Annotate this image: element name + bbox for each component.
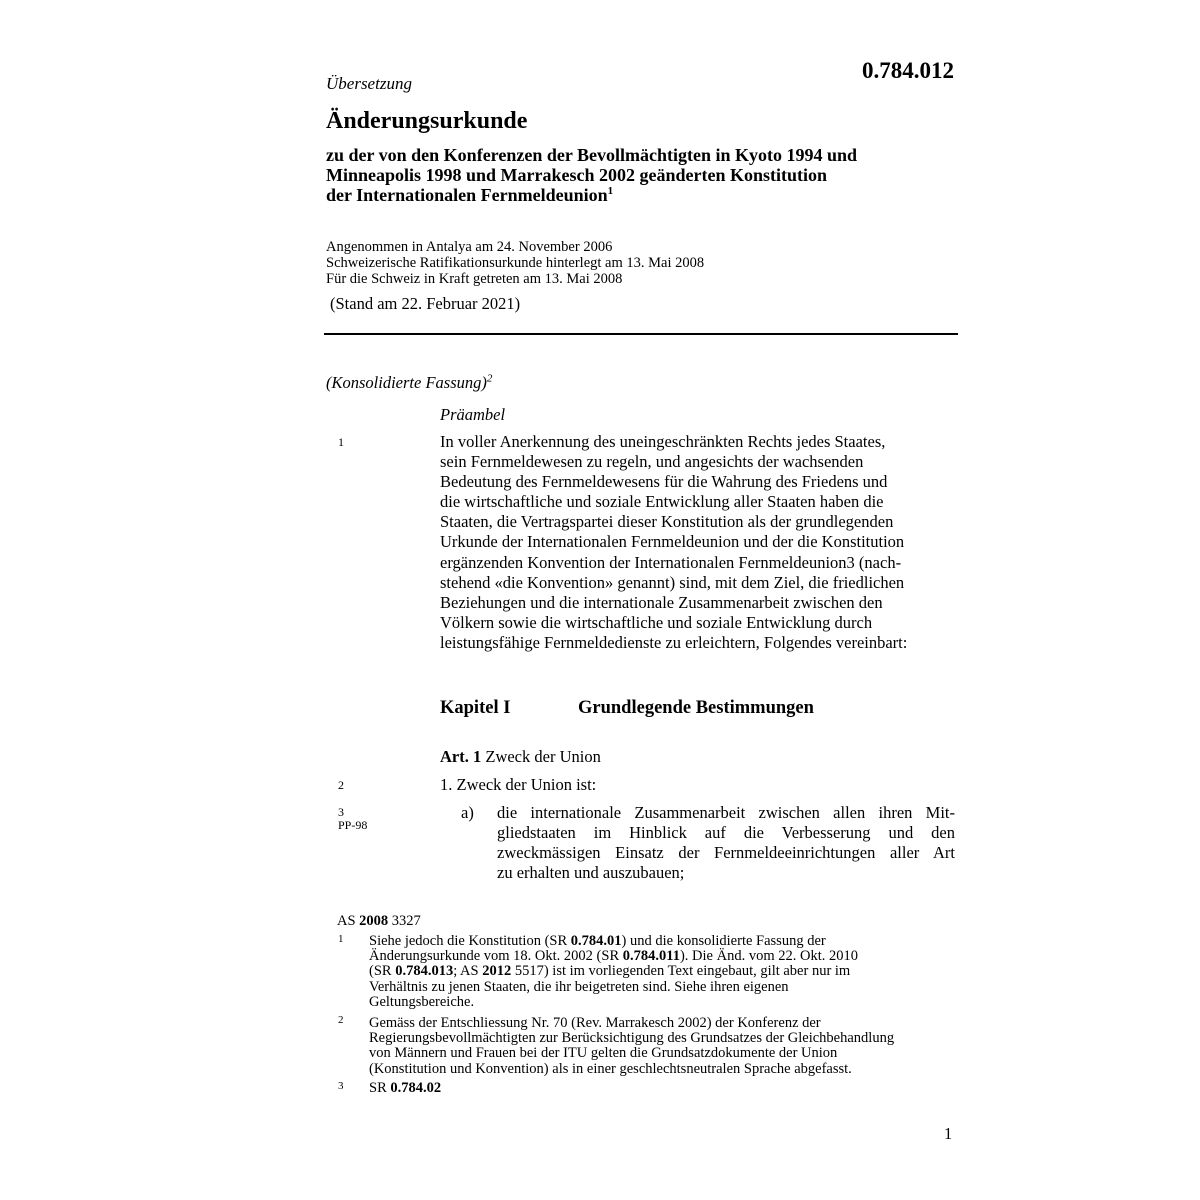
- footnote-2: Gemäss der Entschliessung Nr. 70 (Rev. Marrakesch 2002) der Konferenz der Regierungsbevollmächtigten zur Berücksichtigung des Grundsatzes der Gleichbehandlung von Männern und Frauen bei der ITU gelten die Grundsatzdokumente der Union (Konstitution und Konvention) als in einer geschlechtsneutralen Sprache abgefasst.: [369, 1015, 895, 1077]
- page-number: 1: [944, 1124, 953, 1143]
- item-line: die internationale Zusammenarbeit zwischen allen ihren Mit-: [497, 803, 955, 822]
- translation-label: Übersetzung: [326, 74, 412, 93]
- article-label: Art. 1: [440, 747, 482, 766]
- footnote-number: 3: [338, 1080, 344, 1092]
- sr-link[interactable]: 0.784.02: [390, 1080, 442, 1096]
- consolidated-label: (Konsolidierte Fassung)$^2$: [326, 372, 493, 392]
- margin-tag: PP-98: [338, 818, 368, 832]
- footnote-ref-2[interactable]: 2: [486, 372, 493, 385]
- sr-number: 0.784.012: [862, 58, 954, 83]
- footnote-number: 2: [338, 1014, 344, 1026]
- preamble-line: sein Fernmeldewesen zu regeln, und angesichts der wachsenden: [440, 452, 864, 472]
- preamble-line: Staaten, die Vertragspartei dieser Konstitution als der grundlegenden: [440, 512, 894, 532]
- document-subtitle: [326, 145, 946, 205]
- item-a-text: [497, 803, 955, 883]
- footnote-ref-1[interactable]: 1: [607, 185, 614, 197]
- preamble-line: leistungsfähige Fernmeldedienste zu erleichtern, Folgendes vereinbart:: [440, 632, 908, 652]
- paragraph-1: 1. Zweck der Union ist:: [440, 775, 597, 794]
- subtitle-line: zu der von den Konferenzen der Bevollmächtigten in Kyoto 1994 und: [326, 145, 858, 165]
- chapter-title: Grundlegende Bestimmungen: [578, 698, 814, 718]
- chapter-label: Kapitel I: [440, 698, 511, 718]
- item-line: zu erhalten und auszubauen;: [497, 863, 685, 883]
- preamble-line: stehend «die Konvention» genannt) sind, mit dem Ziel, die friedlichen: [440, 572, 905, 592]
- sr-link[interactable]: 0.784.011: [622, 948, 680, 965]
- sr-link[interactable]: 0.784.013: [395, 963, 454, 980]
- preamble-line: die wirtschaftliche und soziale Entwicklung aller Staaten haben die: [440, 492, 884, 512]
- preamble-line: Beziehungen und die internationale Zusammenarbeit zwischen den: [440, 592, 883, 612]
- document-title: Änderungsurkunde: [326, 108, 528, 134]
- preamble-line: Urkunde der Internationalen Fernmeldeunion und der die Konstitution: [440, 532, 905, 552]
- footnote-1: Siehe jedoch die Konstitution (SR 0.784.01) und die konsolidierte Fassung der Änderungsurkunde vom 18. Okt. 2002 (SR 0.784.011). Die Änd. vom 22. Okt. 2010 (SR 0.784.013; AS 2012 5517) ist im vorliegenden Text eingebaut, gilt aber nur im Verhältnis zu jenen Staaten, die ihr beigetreten sind. Siehe ihren eigenen Geltungsbereiche.: [369, 933, 858, 1010]
- article-title: Zweck der Union: [485, 747, 601, 766]
- subtitle-line: der Internationalen Fernmeldeunion$^1$: [326, 185, 614, 205]
- margin-number: 1: [338, 435, 344, 449]
- item-letter: a): [461, 803, 474, 822]
- preamble-line: Völkern sowie die wirtschaftliche und soziale Entwicklung durch: [440, 612, 873, 632]
- preamble-heading: Präambel: [440, 405, 506, 424]
- adoption-info: [326, 239, 704, 287]
- item-line: gliedstaaten im Hinblick auf die Verbesserung und den: [497, 823, 955, 843]
- footnote-3: SR 0.784.02: [369, 1080, 442, 1096]
- margin-number: 3 PP-98: [338, 805, 368, 832]
- margin-number: 2: [338, 778, 344, 792]
- footnote-number: 1: [338, 933, 344, 945]
- status-date: (Stand am 22. Februar 2021): [330, 294, 521, 313]
- preamble-text: [440, 432, 960, 653]
- article-heading: [440, 747, 601, 767]
- adoption-line: Für die Schweiz in Kraft getreten am 13. Mai 2008: [326, 271, 623, 287]
- adoption-line: Angenommen in Antalya am 24. November 2006: [326, 239, 613, 255]
- header-divider: [324, 333, 958, 335]
- item-line: zweckmässigen Einsatz der Fernmeldeeinrichtungen aller Art: [497, 843, 955, 863]
- preamble-line: ergänzenden Konvention der Internationalen Fernmeldeunion3 (nach-: [440, 552, 902, 572]
- sr-link[interactable]: 0.784.01: [570, 933, 622, 949]
- subtitle-line: Minneapolis 1998 und Marrakesch 2002 geänderten Konstitution: [326, 165, 828, 185]
- as-reference: AS 2008 3327: [337, 913, 421, 929]
- preamble-line: In voller Anerkennung des uneingeschränkten Rechts jedes Staates,: [440, 432, 886, 451]
- adoption-line: Schweizerische Ratifikationsurkunde hinterlegt am 13. Mai 2008: [326, 255, 705, 271]
- preamble-line: Bedeutung des Fernmeldewesens für die Wahrung des Friedens und: [440, 472, 888, 492]
